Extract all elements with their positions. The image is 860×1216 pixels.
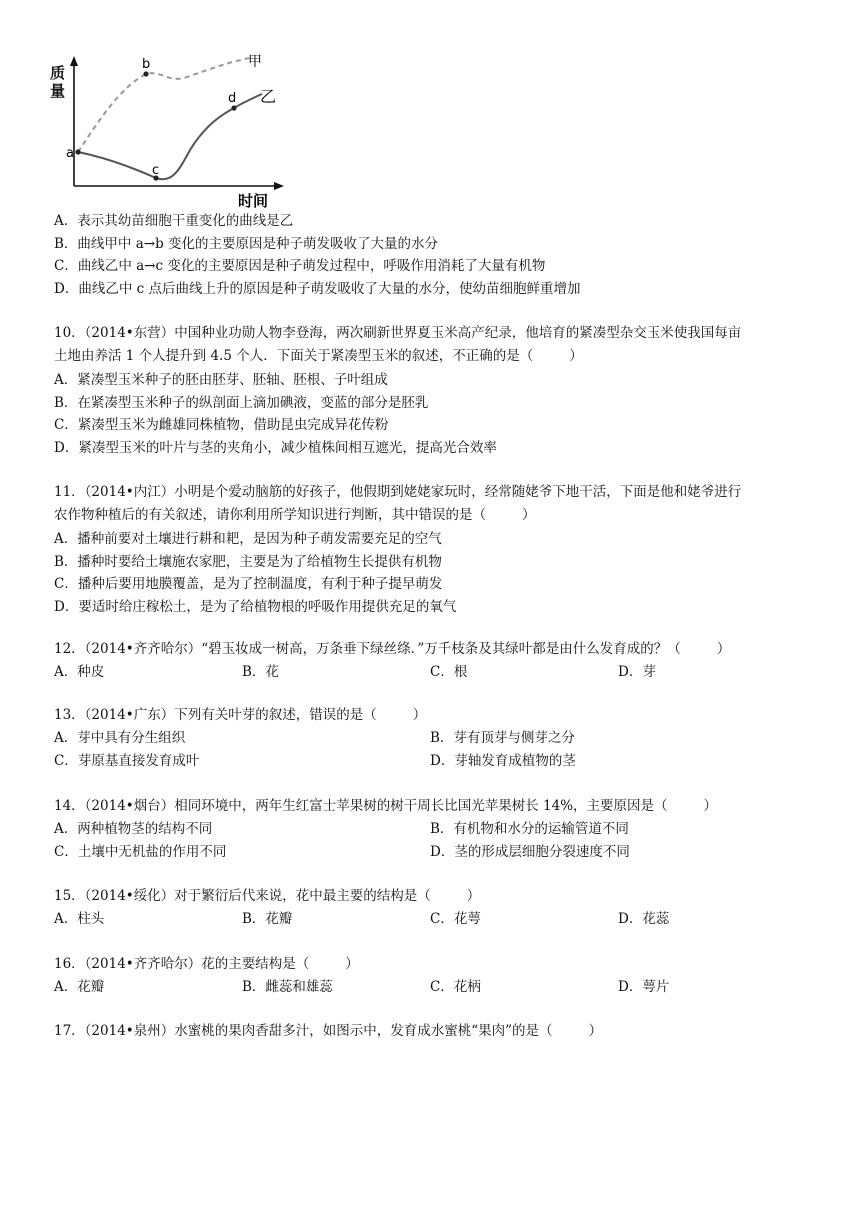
q16-option-a: A．花瓣 (54, 979, 105, 995)
q14-options-row2 (54, 841, 814, 863)
curve-jia (78, 58, 250, 152)
q10-option-b: B．在紧凑型玉米种子的纵剖面上滴加碘液，变蓝的部分是胚乳 (54, 395, 429, 411)
q9-option-b: B．曲线甲中 a→b 变化的主要原因是种子萌发吸收了大量的水分 (54, 236, 439, 252)
q13-paren-close: ） (412, 707, 427, 723)
q14-paren-close: ） (703, 798, 718, 814)
q11-stem-line1: 11．（2014•内江）小明是个爱动脑筋的好孩子，他假期到姥姥家玩时，经常随姥爷下地干活，下面是他和姥爷进行 (54, 484, 742, 500)
q16-stem-text: 16．（2014•齐齐哈尔）花的主要结构是（ (54, 956, 310, 972)
q16-stem (54, 954, 359, 974)
q15-stem-text: 15．（2014•绥化）对于繁衍后代来说，花中最主要的结构是（ (54, 888, 431, 904)
q15-option-d: D．花蕊 (618, 911, 670, 927)
q13-option-b: B．芽有顶芽与侧芽之分 (430, 730, 575, 746)
q9-option-a: A．表示其幼苗细胞干重变化的曲线是乙 (54, 213, 294, 229)
q14-stem-text: 14．（2014•烟台）相同环境中，两年生红富士苹果树的树干周长比国光苹果树长 14%，主要原因是（ (54, 798, 668, 814)
q13-options-row1 (54, 727, 814, 749)
q14-options-row1 (54, 818, 814, 840)
q13-option-c: C．芽原基直接发育成叶 (54, 753, 200, 769)
label-jia: 甲 (248, 54, 262, 70)
q15-option-c: C．花萼 (430, 911, 481, 927)
q13-stem-text: 13．（2014•广东）下列有关叶芽的叙述，错误的是（ (54, 707, 377, 723)
mass-time-graph (48, 50, 308, 210)
q12-paren-close: ） (716, 641, 731, 657)
q9-option-d: D．曲线乙中 c 点后曲线上升的原因是种子萌发吸收了大量的水分，使幼苗细胞鲜重增加 (54, 281, 581, 297)
q11-paren-close: ） (522, 507, 536, 523)
q16-options (54, 976, 814, 998)
q11-option-d: D．要适时给庄稼松土，是为了给植物根的呼吸作用提供充足的氧气 (54, 599, 457, 615)
q11-stem-line2 (54, 504, 814, 527)
q16-option-d: D．萼片 (618, 979, 670, 995)
q16-option-b: B．雌蕊和雄蕊 (242, 979, 333, 995)
q10-stem-line1: 10．（2014•东营）中国种业功勋人物李登海，两次刷新世界夏玉米高产纪录，他培育的紧凑型杂交玉米使我国每亩 (54, 325, 742, 341)
xlabel: 时间 (238, 192, 269, 210)
q15-paren-close: ） (466, 888, 481, 904)
q17-stem-text: 17．（2014•泉州）水蜜桃的果肉香甜多汁，如图示中，发育成水蜜桃“果肉”的是（ (54, 1023, 553, 1039)
q14-stem (54, 796, 717, 816)
q12-option-c: C．根 (430, 664, 468, 680)
q17-paren-close: ） (588, 1023, 603, 1039)
q10-stem-line2 (54, 345, 814, 368)
q10-stem (54, 322, 814, 368)
q12-options (54, 661, 814, 683)
y-axis-arrow (70, 56, 78, 66)
q10-option-d: D．紧凑型玉米的叶片与茎的夹角小，减少植株间相互遮光，提高光合效率 (54, 440, 497, 456)
q13-options-row2 (54, 750, 814, 772)
q15-option-b: B．花瓣 (242, 911, 293, 927)
q12-option-d: D．芽 (618, 664, 656, 680)
graph-svg (48, 50, 308, 210)
q12-option-a: A．种皮 (54, 664, 105, 680)
point-d (231, 105, 236, 110)
q11-stem (54, 481, 814, 527)
x-axis-arrow (274, 182, 284, 190)
label-b: b (142, 57, 151, 72)
q13-stem (54, 705, 426, 725)
q15-stem (54, 886, 480, 906)
q11-option-b: B．播种时要给土壤施农家肥，主要是为了给植物生长提供有机物 (54, 554, 442, 570)
q12-stem (54, 639, 730, 659)
q14-option-a: A．两种植物茎的结构不同 (54, 821, 213, 837)
q13-option-a: A．芽中具有分生组织 (54, 730, 186, 746)
q11-option-c: C．播种后要用地膜覆盖，是为了控制温度，有利于种子提早萌发 (54, 576, 443, 592)
point-b (143, 71, 148, 76)
q14-option-c: C．土壤中无机盐的作用不同 (54, 844, 227, 860)
q14-option-d: D．茎的形成层细胞分裂速度不同 (430, 844, 630, 860)
q13-option-d: D．芽轴发育成植物的茎 (430, 753, 576, 769)
q15-option-a: A．柱头 (54, 911, 105, 927)
label-a: a (66, 146, 74, 161)
q16-paren-close: ） (345, 956, 359, 972)
q11-option-a: A．播种前要对土壤进行耕和耙，是因为种子萌发需要充足的空气 (54, 531, 442, 547)
q12-stem-text: 12．（2014•齐齐哈尔）“碧玉妆成一树高，万条垂下绿丝绦．”万千枝条及其绿叶都是由什么发育成的？（ (54, 641, 681, 657)
q9-option-c: C．曲线乙中 a→c 变化的主要原因是种子萌发过程中，呼吸作用消耗了大量有机物 (54, 258, 546, 274)
label-d: d (228, 91, 237, 106)
label-yi: 乙 (260, 87, 277, 106)
q17-stem (54, 1021, 602, 1041)
q10-option-a: A．紧凑型玉米种子的胚由胚芽、胚轴、胚根、子叶组成 (54, 372, 388, 388)
label-c: c (152, 163, 160, 178)
q12-option-b: B．花 (242, 664, 279, 680)
q11-stem-text: 农作物种植后的有关叙述，请你利用所学知识进行判断，其中错误的是（ (54, 507, 486, 523)
q14-option-b: B．有机物和水分的运输管道不同 (430, 821, 629, 837)
q10-stem-text: 土地由养活 1 个人提升到 4.5 个人．下面关于紧凑型玉米的叙述，不正确的是（ (54, 348, 534, 364)
q15-options (54, 908, 814, 930)
ylabel: 质量 (50, 64, 66, 100)
point-a (75, 149, 80, 154)
q16-option-c: C．花柄 (430, 979, 481, 995)
q10-paren-close: ） (569, 348, 583, 364)
q10-option-c: C．紧凑型玉米为雌雄同株植物，借助昆虫完成异花传粉 (54, 417, 389, 433)
